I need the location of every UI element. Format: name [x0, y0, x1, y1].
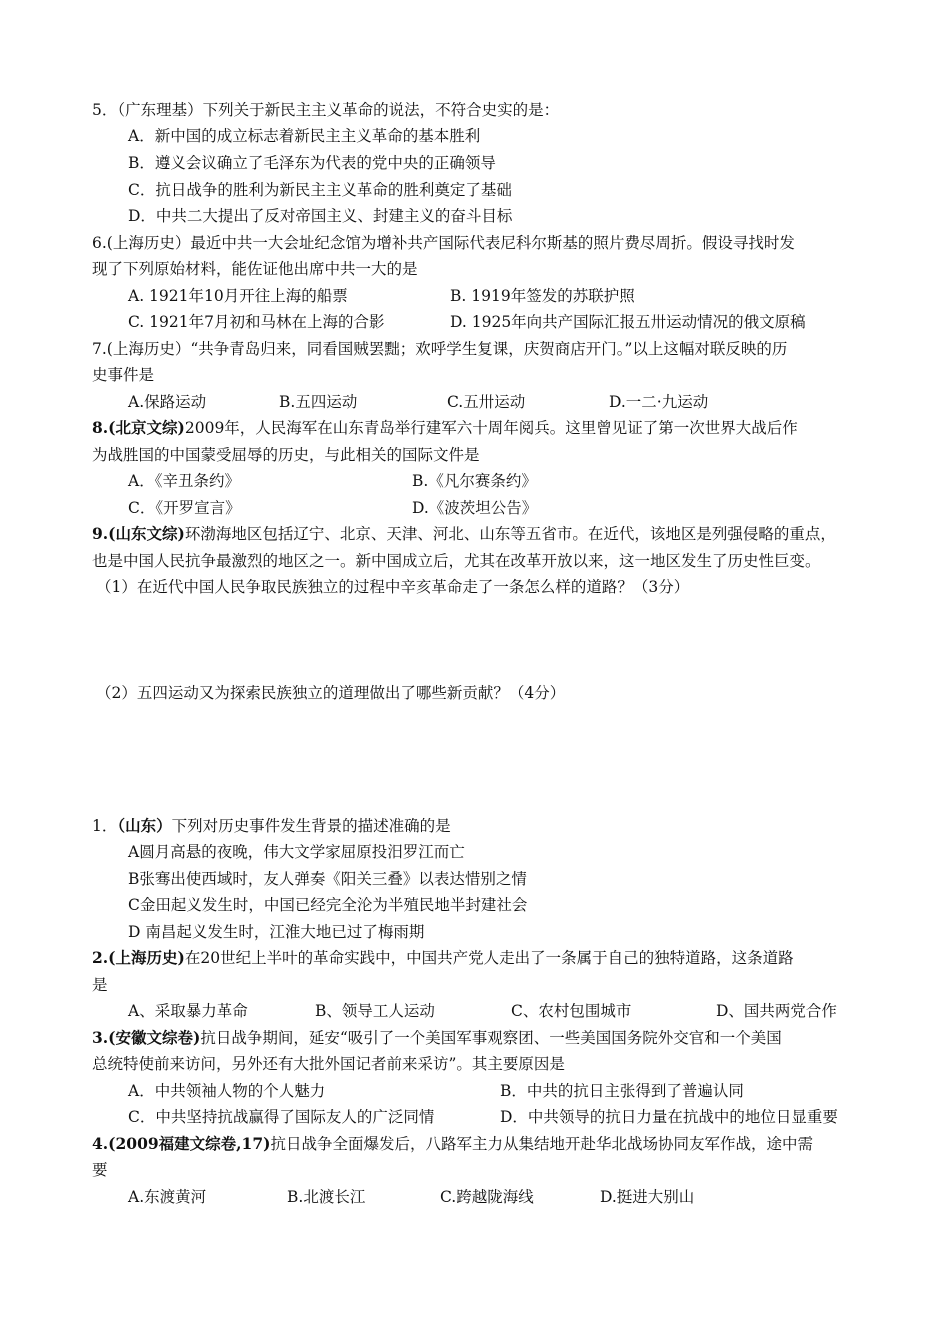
p3-option-b: B．中共的抗日主张得到了普遍认同: [500, 1082, 744, 1100]
p3-label: 3.(安徽文综卷): [92, 1028, 201, 1047]
q9-sub-question-2: （2）五四运动又为探索民族独立的道理做出了哪些新贡献？（4分）: [96, 684, 566, 702]
p3-option-c: C．中共坚持抗战赢得了国际友人的广泛同情: [128, 1108, 435, 1126]
p3-option-a: A．中共领袖人物的个人魅力: [128, 1082, 326, 1100]
p4-option-c: C.跨越陇海线: [440, 1188, 534, 1206]
q6-option-b: B. 1919年签发的苏联护照: [450, 287, 635, 305]
p2-option-b: B、领导工人运动: [315, 1002, 435, 1020]
q6-option-d: D. 1925年向共产国际汇报五卅运动情况的俄文原稿: [450, 313, 806, 331]
p4-stem-line2: 要: [92, 1161, 108, 1179]
q5-option-a: A．新中国的成立标志着新民主主义革命的基本胜利: [128, 127, 481, 145]
q8-stem-text: 2009年，人民海军在山东青岛举行建军六十周年阅兵。这里曾见证了第一次世界大战后作: [184, 419, 798, 437]
q7-option-d: D.一二·九运动: [609, 393, 709, 411]
q6-stem-line1: 6.(上海历史）最近中共一大会址纪念馆为增补共产国际代表尼科尔斯基的照片费尽周折。假设寻找时发: [92, 234, 795, 252]
q6-option-a: A. 1921年10月开往上海的船票: [128, 287, 348, 305]
q8-option-a: A．《辛丑条约》: [128, 472, 240, 490]
p1-option-a: A圆月高悬的夜晚，伟大文学家屈原投汨罗江而亡: [128, 843, 465, 861]
p1-number: 1．: [92, 817, 118, 835]
q5-option-d: D．中共二大提出了反对帝国主义、封建主义的奋斗目标: [128, 207, 513, 225]
p3-stem-line1: [92, 1028, 912, 1048]
q7-option-b: B.五四运动: [279, 393, 358, 411]
q9-stem-line2: 也是中国人民抗争最激烈的地区之一。新中国成立后，尤其在改革开放以来，这一地区发生了历史性巨变。: [92, 552, 821, 570]
q8-option-c: C．《开罗宣言》: [128, 499, 241, 517]
q6-option-c: C. 1921年7月初和马林在上海的合影: [128, 313, 385, 331]
p4-option-b: B.北渡长江: [287, 1188, 366, 1206]
p1-stem-text: 下列对历史事件发生背景的描述准确的是: [171, 817, 451, 835]
p2-stem-line1: [92, 948, 912, 968]
q8-stem-line1: [92, 418, 912, 438]
p3-stem-text: 抗日战争期间，延安“吸引了一个美国军事观察团、一些美国国务院外交官和一个美国: [200, 1029, 782, 1047]
q9-stem-line1: [92, 524, 912, 544]
p4-stem-line1: [92, 1134, 912, 1154]
p2-option-c: C、农村包围城市: [511, 1002, 632, 1020]
q8-option-b: B.《凡尔赛条约》: [412, 472, 537, 490]
q7-option-c: C.五卅运动: [447, 393, 526, 411]
p1-option-b: B张骞出使西域时，友人弹奏《阳关三叠》以表达惜别之情: [128, 870, 527, 888]
p3-option-d: D．中共领导的抗日力量在抗战中的地位日显重要: [500, 1108, 838, 1126]
p4-option-a: A.东渡黄河: [128, 1188, 207, 1206]
p2-stem-line2: 是: [92, 976, 108, 994]
q9-stem-text: 环渤海地区包括辽宁、北京、天津、河北、山东等五省市。在近代，该地区是列强侵略的重点，: [184, 525, 836, 543]
p1-stem: [92, 816, 912, 836]
p3-stem-line2: 总统特使前来访问，另外还有大批外国记者前来采访”。其主要原因是: [92, 1055, 565, 1073]
q7-stem-line2: 史事件是: [92, 366, 155, 384]
q6-stem-line2: 现了下列原始材料，能佐证他出席中共一大的是: [92, 260, 418, 278]
p2-stem-text: 在20世纪上半叶的革命实践中，中国共产党人走出了一条属于自己的独特道路，这条道路: [184, 949, 794, 967]
q5-option-c: C．抗日战争的胜利为新民主主义革命的胜利奠定了基础: [128, 181, 512, 199]
p2-option-d: D、国共两党合作: [716, 1002, 837, 1020]
q8-stem-line2: 为战胜国的中国蒙受屈辱的历史，与此相关的国际文件是: [92, 446, 480, 464]
p1-label: （山东）: [117, 816, 172, 835]
p1-option-d: D 南昌起义发生时，江淮大地已过了梅雨期: [128, 923, 425, 941]
q8-option-d: D.《波茨坦公告》: [412, 499, 538, 517]
q7-stem-line1: 7.(上海历史）“共争青岛归来，同看国贼罢黜；欢呼学生复课，庆贺商店开门。”以上这幅对联反映的历: [92, 340, 788, 358]
q7-option-a: A.保路运动: [128, 393, 207, 411]
q5-stem: 5．（广东理基）下列关于新民主主义革命的说法，不符合史实的是：: [92, 101, 560, 119]
p4-option-d: D.挺进大别山: [600, 1188, 695, 1206]
q8-label: 8.(北京文综): [92, 418, 185, 437]
q5-option-b: B．遵义会议确立了毛泽东为代表的党中央的正确领导: [128, 154, 496, 172]
q9-sub-question-1: （1）在近代中国人民争取民族独立的过程中辛亥革命走了一条怎么样的道路？（3分）: [96, 578, 690, 596]
p4-stem-text: 抗日战争全面爆发后，八路军主力从集结地开赴华北战场协同友军作战，途中需: [270, 1135, 813, 1153]
p2-option-a: A、采取暴力革命: [128, 1002, 248, 1020]
p1-option-c: C金田起义发生时，中国已经完全沦为半殖民地半封建社会: [128, 896, 528, 914]
p2-label: 2.(上海历史): [92, 948, 185, 967]
p4-label: 4.(2009福建文综卷,17): [92, 1134, 271, 1153]
q9-label: 9.(山东文综): [92, 524, 185, 543]
